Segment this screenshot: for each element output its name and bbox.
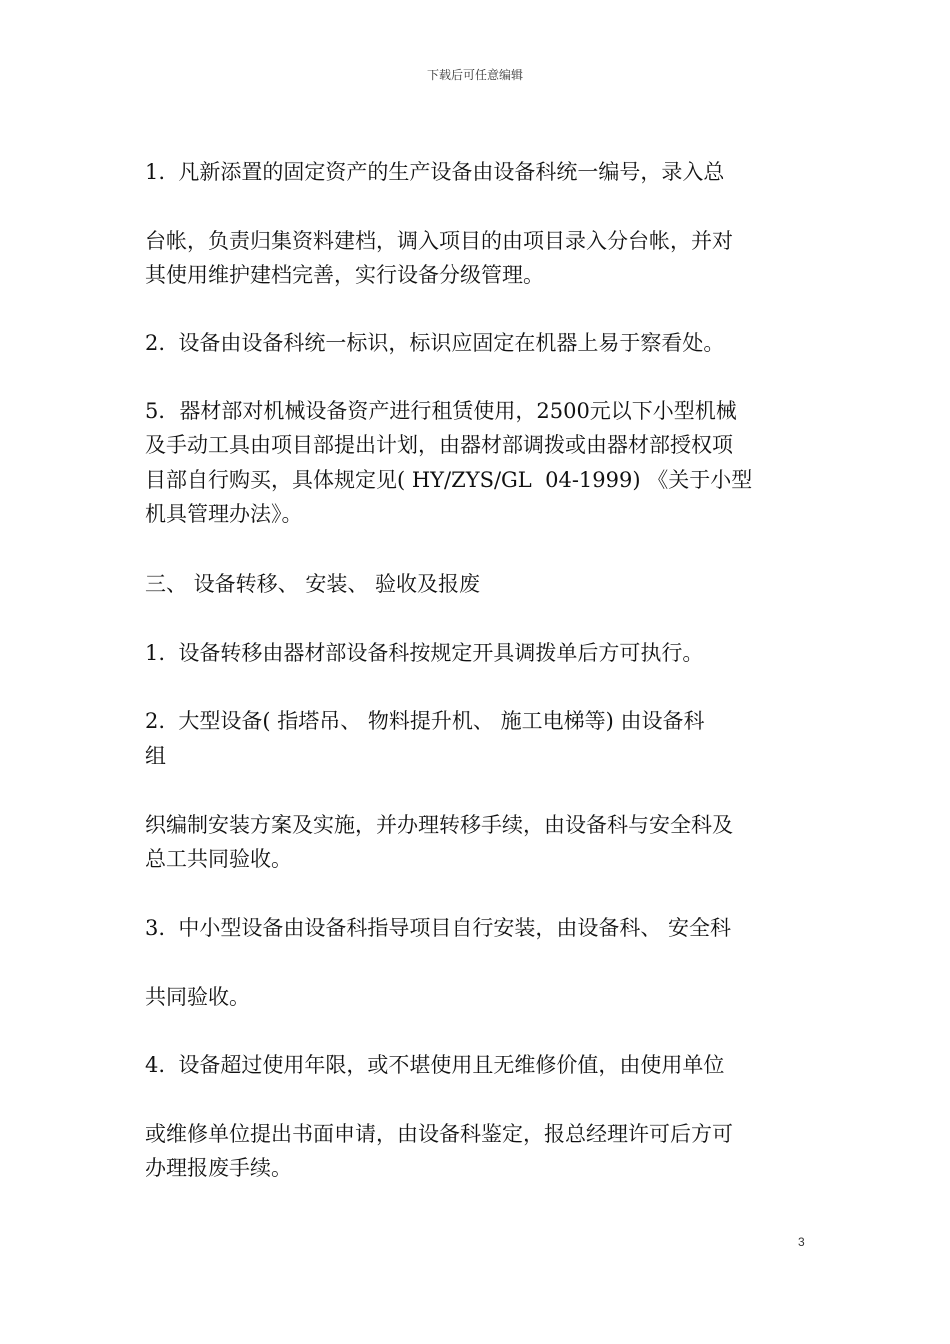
text-line: 及手动工具由项目部提出计划，由器材部调拨或由器材部授权项: [145, 433, 733, 457]
text-line: 或维修单位提出书面申请，由设备科鉴定，报总经理许可后方可: [145, 1122, 733, 1146]
text-line: 5．器材部对机械设备资产进行租赁使用，2500元以下小型机械: [145, 399, 737, 423]
section-heading: 三、 设备转移、 安装、 验收及报废: [145, 572, 481, 596]
page-number: 3: [798, 1235, 805, 1249]
text-line: 机具管理办法》。: [145, 502, 303, 526]
text-line: 2. 设备由设备科统一标识，标识应固定在机器上易于察看处。: [145, 331, 725, 355]
text-line: 办理报废手续。: [145, 1156, 292, 1180]
text-line: 2. 大型设备( 指塔吊、 物料提升机、 施工电梯等) 由设备科: [145, 709, 705, 733]
text-line: 织编制安装方案及实施，并办理转移手续，由设备科与安全科及: [145, 813, 733, 837]
text-line: 共同验收。: [145, 985, 250, 1009]
text-line: 1. 凡新添置的固定资产的生产设备由设备科统一编号，录入总: [145, 160, 725, 184]
text-line: 组: [145, 744, 166, 768]
text-line: 目部自行购买，具体规定见( HY/ZYS/GL 04-1999) 《关于小型: [145, 468, 753, 492]
text-line: 1. 设备转移由器材部设备科按规定开具调拨单后方可执行。: [145, 641, 704, 665]
text-line: 3. 中小型设备由设备科指导项目自行安装，由设备科、 安全科: [145, 916, 732, 940]
text-line: 台帐，负责归集资料建档，调入项目的由项目录入分台帐，并对: [145, 229, 733, 253]
text-line: 4. 设备超过使用年限，或不堪使用且无维修价值，由使用单位: [145, 1053, 725, 1077]
text-line: 其使用维护建档完善，实行设备分级管理。: [145, 263, 544, 287]
page-header: 下载后可任意编辑: [426, 68, 523, 82]
text-line: 总工共同验收。: [145, 847, 292, 871]
